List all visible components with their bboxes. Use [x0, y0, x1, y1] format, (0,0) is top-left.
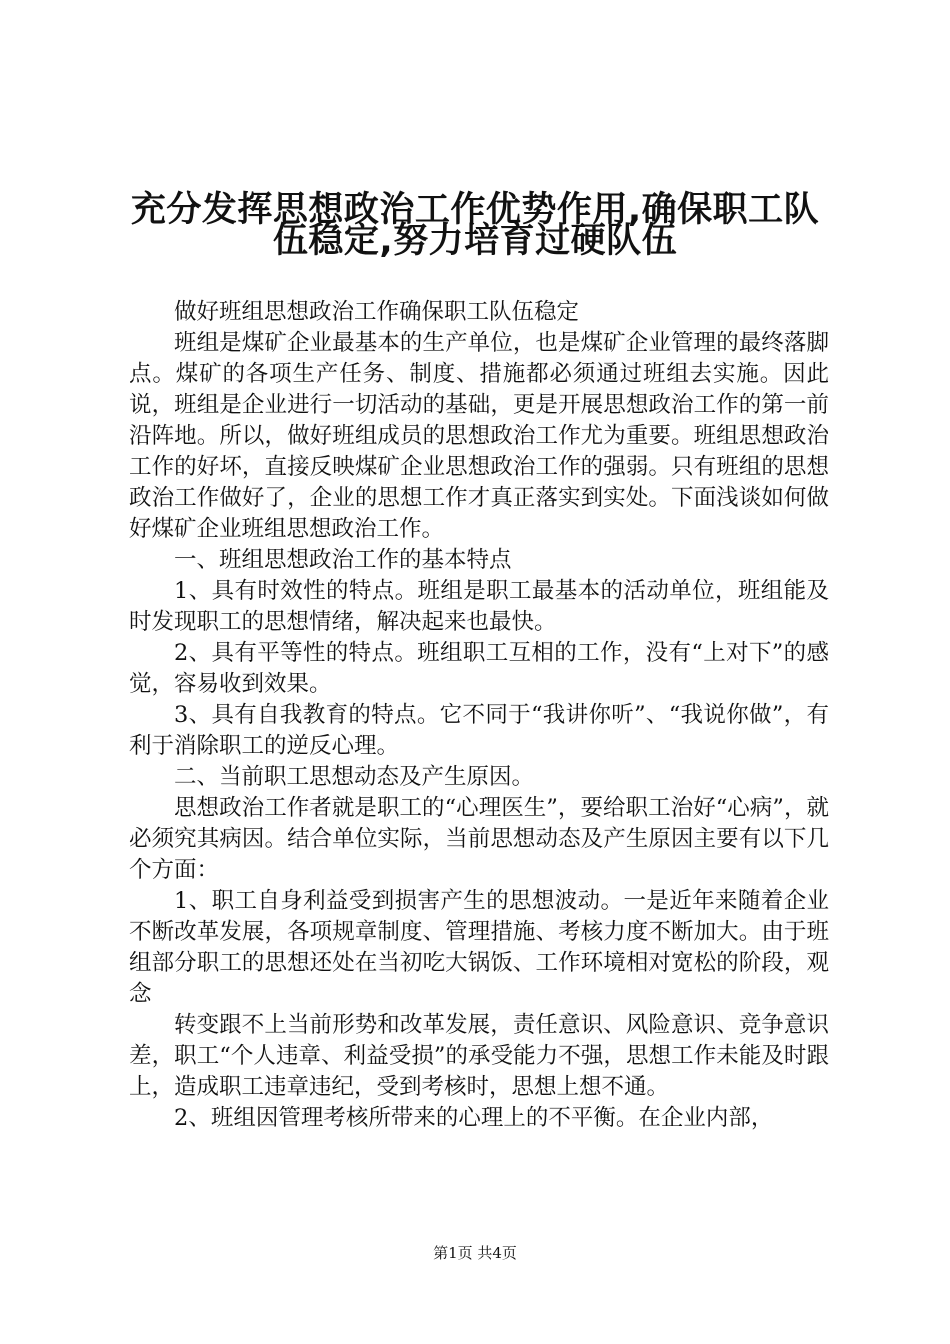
- document-title-line-2: 伍稳定,努力培育过硬队伍: [272, 221, 678, 261]
- body-paragraph: 做好班组思想政治工作确保职工队伍稳定: [174, 299, 580, 325]
- body-paragraph: 1、职工自身利益受到损害产生的思想波动。一是近年来随着企业不断改革发展，各项规章制度、管理措施、考核力度不断加大。由于班组部分职工的思想还处在当初吃大锅饭、工作环境相对宽松的阶段，观念: [129, 888, 829, 1007]
- body-paragraph: 转变跟不上当前形势和改革发展，责任意识、风险意识、竞争意识差，职工“个人违章、利益受损”的承受能力不强，思想工作未能及时跟上，造成职工违章违纪，受到考核时，思想上想不通。: [129, 1012, 829, 1100]
- body-paragraph: 二、当前职工思想动态及产生原因。: [174, 764, 535, 790]
- body-paragraph: 一、班组思想政治工作的基本特点: [174, 547, 512, 573]
- document-body: [129, 297, 829, 1134]
- body-paragraph: 3、具有自我教育的特点。它不同于“我讲你听”、“我说你做”，有利于消除职工的逆反心理。: [129, 702, 829, 759]
- body-paragraph: 班组是煤矿企业最基本的生产单位，也是煤矿企业管理的最终落脚点。煤矿的各项生产任务、制度、措施都必须通过班组去实施。因此说，班组是企业进行一切活动的基础，更是开展思想政治工作的第一前沿阵地。所以，做好班组成员的思想政治工作尤为重要。班组思想政治工作的好坏，直接反映煤矿企业思想政治工作的强弱。只有班组的思想政治工作做好了，企业的思想工作才真正落实到实处。下面浅谈如何做好煤矿企业班组思想政治工作。: [129, 330, 829, 542]
- body-paragraph: 1、具有时效性的特点。班组是职工最基本的活动单位，班组能及时发现职工的思想情绪，解决起来也最快。: [129, 578, 829, 635]
- body-paragraph: 2、具有平等性的特点。班组职工互相的工作，没有“上对下”的感觉，容易收到效果。: [129, 640, 829, 697]
- body-paragraph: 2、班组因管理考核所带来的心理上的不平衡。在企业内部，: [174, 1105, 774, 1131]
- page-number-footer: 第1页 共4页: [433, 1244, 517, 1262]
- document-title-line-1: 充分发挥思想政治工作优势作用,确保职工队: [130, 190, 820, 230]
- body-paragraph: 思想政治工作者就是职工的“心理医生”，要给职工治好“心病”，就必须究其病因。结合单位实际，当前思想动态及产生原因主要有以下几个方面：: [129, 795, 829, 883]
